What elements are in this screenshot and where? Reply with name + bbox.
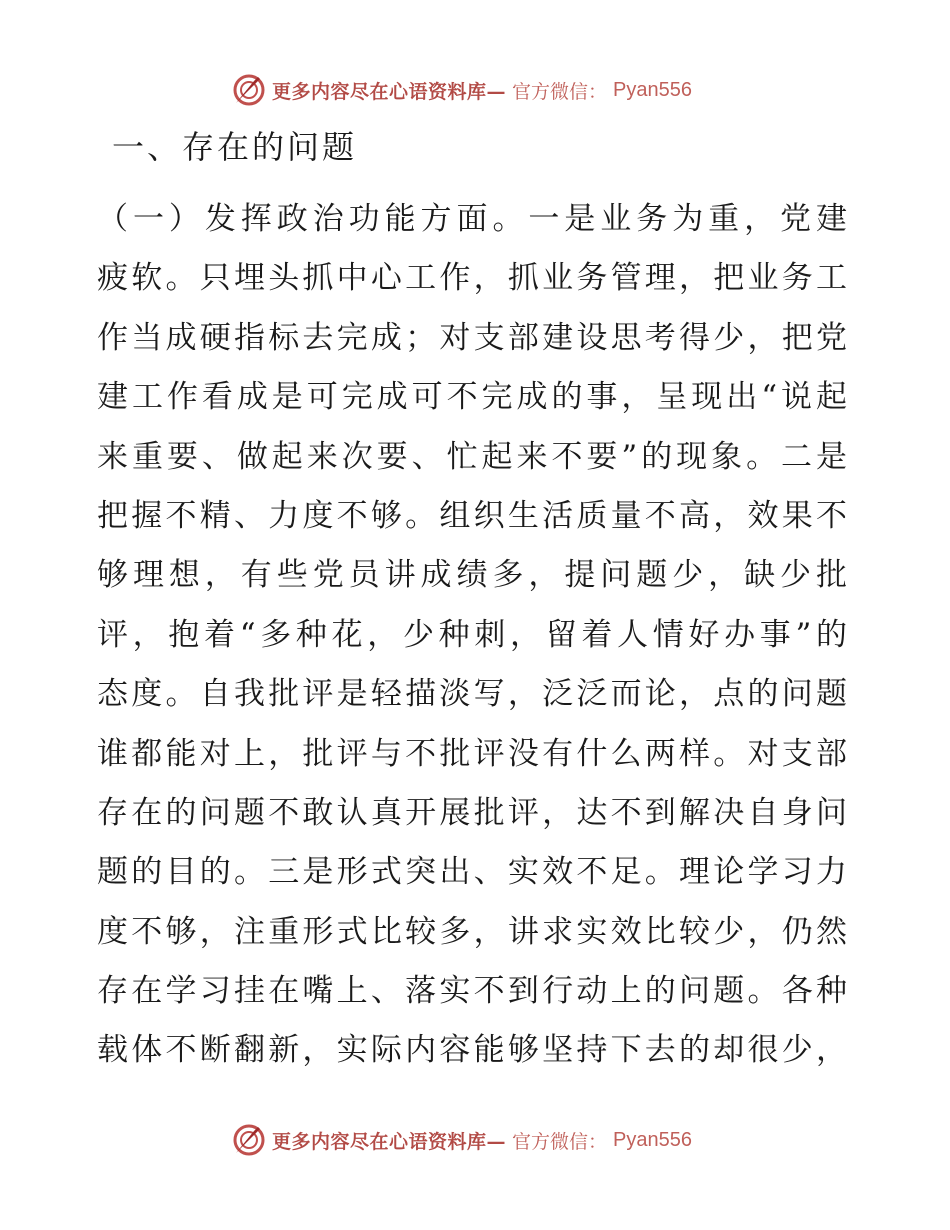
paragraph-line: 来重要、做起来次要、忙起来不要”的现象。二是 <box>97 438 847 475</box>
quill-logo-icon <box>232 1123 266 1157</box>
paragraph-line: 存在的问题不敢认真开展批评，达不到解决自身问 <box>97 794 847 831</box>
paragraph-line: （一）发挥政治功能方面。一是业务为重，党建 <box>97 201 847 237</box>
watermark-label: 官方微信： <box>512 80 608 103</box>
section-heading: 一、存在的问题 <box>112 128 358 166</box>
paragraph-line: 载体不断翻新，实际内容能够坚持下去的却很少， <box>97 1032 847 1069</box>
body-paragraph <box>97 190 857 1081</box>
paragraph-line: 态度。自我批评是轻描淡写，泛泛而论，点的问题 <box>97 676 847 713</box>
quill-logo-icon <box>232 73 266 107</box>
paragraph-line: 疲软。只埋头抓中心工作，抓业务管理，把业务工 <box>97 260 847 297</box>
paragraph-line: 建工作看成是可完成可不完成的事，呈现出“说起 <box>97 379 847 416</box>
paragraph-line: 度不够，注重形式比较多，讲求实效比较少，仍然 <box>97 913 847 950</box>
paragraph-line: 作当成硬指标去完成；对支部建设思考得少，把党 <box>97 319 847 356</box>
watermark-text: 更多内容尽在心语资料库— <box>272 80 507 103</box>
paragraph-line: 谁都能对上，批评与不批评没有什么两样。对支部 <box>97 735 847 772</box>
paragraph-line: 评，抱着“多种花，少种刺，留着人情好办事”的 <box>97 616 847 653</box>
header-watermark <box>232 72 732 108</box>
paragraph-line: 够理想，有些党员讲成绩多，提问题少，缺少批 <box>97 557 847 594</box>
watermark-wechat-id: Pyan556 <box>613 78 692 101</box>
watermark-wechat-id: Pyan556 <box>613 1128 692 1151</box>
paragraph-line: 题的目的。三是形式突出、实效不足。理论学习力 <box>97 854 847 891</box>
watermark-text: 更多内容尽在心语资料库— <box>272 1130 507 1153</box>
watermark-label: 官方微信： <box>512 1130 608 1153</box>
footer-watermark <box>232 1122 732 1158</box>
paragraph-line: 把握不精、力度不够。组织生活质量不高，效果不 <box>97 497 847 534</box>
paragraph-line: 存在学习挂在嘴上、落实不到行动上的问题。各种 <box>97 973 847 1010</box>
